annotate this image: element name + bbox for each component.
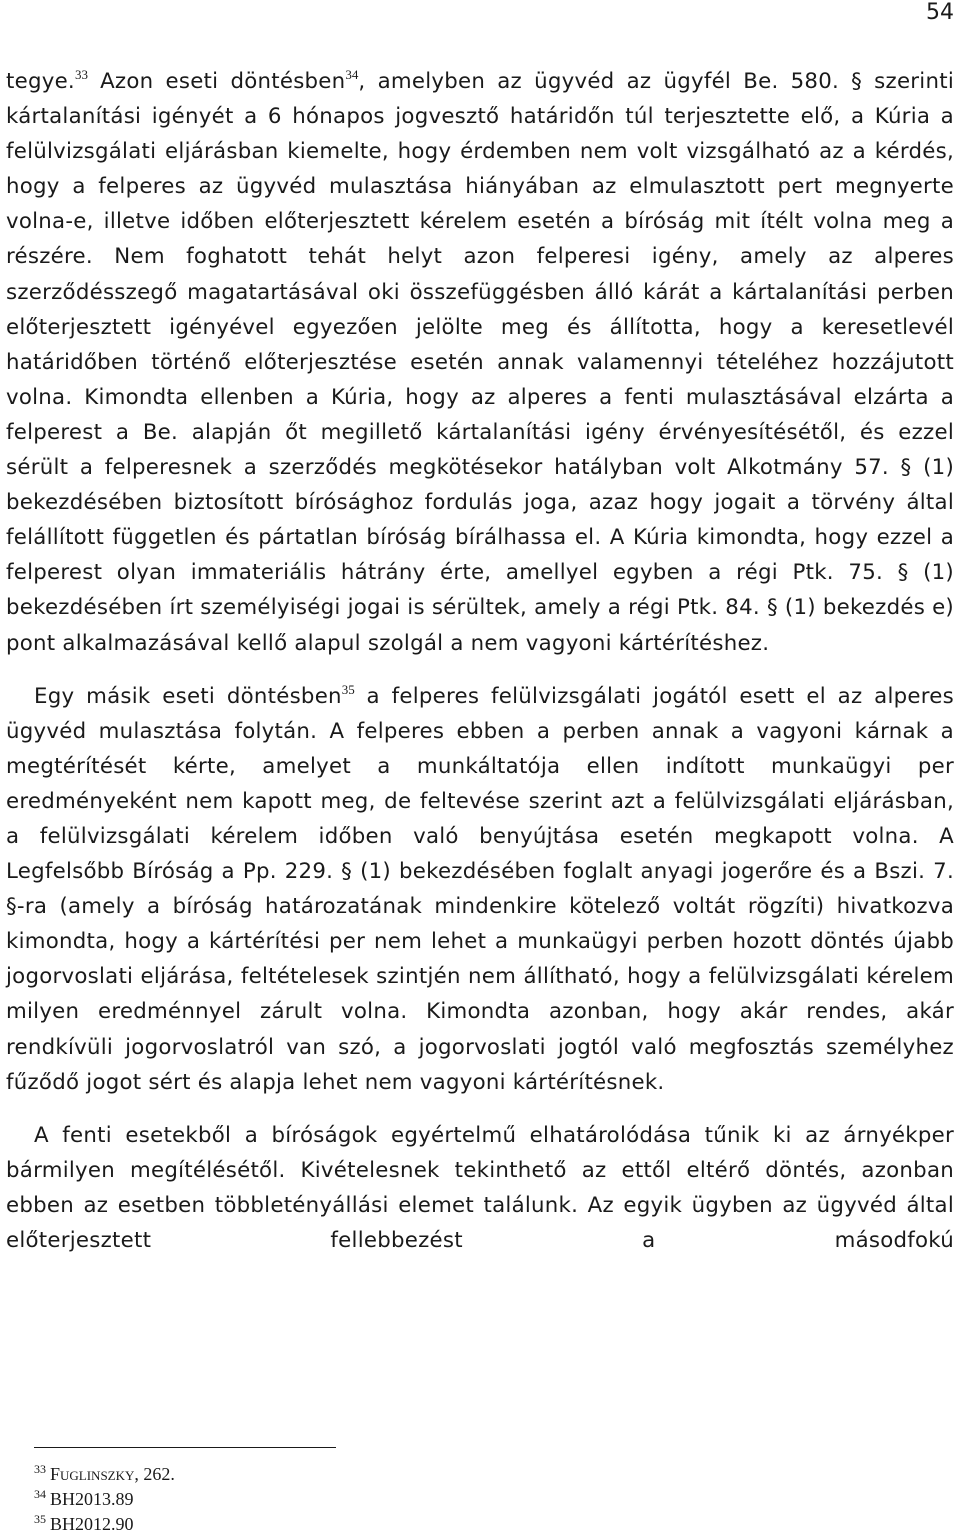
text-run: a felperes felülvizsgálati jogától esett el az alperes ügyvéd mulasztása folytán. A felperes ebben a perben annak a vagyoni kárnak a megtérítését kérte, amelyet a munkáltatója ellen indított munkaügyi per eredményeként nem kapott meg, de feltevése szerint azt a felülvizsgálati eljárásban, a felülvizsgálati kérelem időben való benyújtása esetén megkapott volna. A Legfelsőbb Bíróság a Pp. 229. § (1) bekezdésében foglalt anyagi jogerőre és a Bszi. 7. §-ra (amely a bíróság határozatának mindenkire kötelező voltát rögzíti) hivatkozva kimondta, hogy a kártérítési per nem lehet a munkaügyi perben hozott döntés újabb jogorvoslati eljárása, feltételesek szintjén nem állítható, hogy a felülvizsgálati kérelem milyen eredménnyel zárult volna. Kimondta azonban, hogy akár rendes, akár rendkívüli jogorvoslatról van szó, a jogorvoslati jogtól való megfosztás személyhez fűződő jogot sért és alapja lehet nem vagyoni kártérítésnek. [6,683,954,1095]
footnote-34 [34,1487,175,1512]
footnote-reference[interactable]: 33 [74,67,88,82]
footnote-number: 33 [34,1462,46,1476]
page-number: 54 [926,0,954,25]
footnote-number: 35 [34,1512,46,1526]
footnote-33 [34,1462,175,1487]
text-run: , amelyben az ügyvéd az ügyfél Be. 580. § szerinti kártalanítási igényét a 6 hónapos jogvesztő határidőn túl terjesztette elő, a Kúria a felülvizsgálati eljárásban kiemelte, hogy érdemben nem volt vizsgálható az a kérdés, hogy a felperes az ügyvéd mulasztása hiányában az elmulasztott pert megnyerte volna-e, illetve időben előterjesztett kérelem esetén a bíróság mit ítélt volna meg a részére. Nem foghatott tehát helyt azon felperesi igény, amely az alperes szerződésszegő magatartásával oki összefüggésben álló kárát a kártalanítási perben előterjesztett igényével egyezően jelölte meg és állította, hogy a keresetlevél határidőben történő előterjesztése esetén annak valamennyi tételéhez hozzájutott volna. Kimondta ellenben a Kúria, hogy az alperes a fenti mulasztásával elzárta a felperest a Be. alapján őt megillető kártalanítási igény érvényesítésétől, és ezzel sérült a felperesnek a szerződés megkötésekor hatályban volt Alkotmány 57. § (1) bekezdésében biztosított bírósághoz fordulás joga, azaz hogy jogait a törvény által felállított független és pártatlan bíróság bírálhassa el. A Kúria kimondta, hogy ezzel a felperest olyan immateriális hátrány érte, amellyel egyben a régi Ptk. 75. § (1) bekezdésében írt személyiségi jogai is sérültek, amely a régi Ptk. 84. § (1) bekezdés e) pont alkalmazásával kellő alapul szolgál a nem vagyoni kártérítéshez. [6,69,954,656]
footnote-reference[interactable]: 35 [341,681,355,697]
paragraph-1 [6,64,954,661]
footnote-text: , 262. [134,1464,175,1484]
paragraph-2 [6,679,954,1100]
body-text [6,64,954,1258]
footnote-35 [34,1512,175,1537]
text-run: tegye. [6,69,75,94]
footnote-separator [34,1447,336,1448]
text-run: A fenti esetekből a bíróságok egyértelmű elhatárolódása tűnik ki az árnyékper bármilyen megítélésétől. Kivételesnek tekinthető az ettől eltérő döntés, azonban ebben az esetben többletényállási elemet találunk. Az egyik ügyben az ügyvéd által előterjesztett fellebbezést a másodfokú [6,1122,954,1253]
footnote-reference[interactable]: 34 [345,67,359,82]
footnote-text: BH2013.89 [50,1489,134,1509]
paragraph-3 [6,1118,954,1258]
text-run: Azon eseti döntésben [87,69,346,94]
footnote-number: 34 [34,1487,46,1501]
footnote-text: BH2012.90 [50,1514,134,1534]
text-run: Egy másik eseti döntésben [34,683,342,709]
footnotes [34,1462,175,1537]
footnote-author: Fuglinszky [50,1464,135,1484]
